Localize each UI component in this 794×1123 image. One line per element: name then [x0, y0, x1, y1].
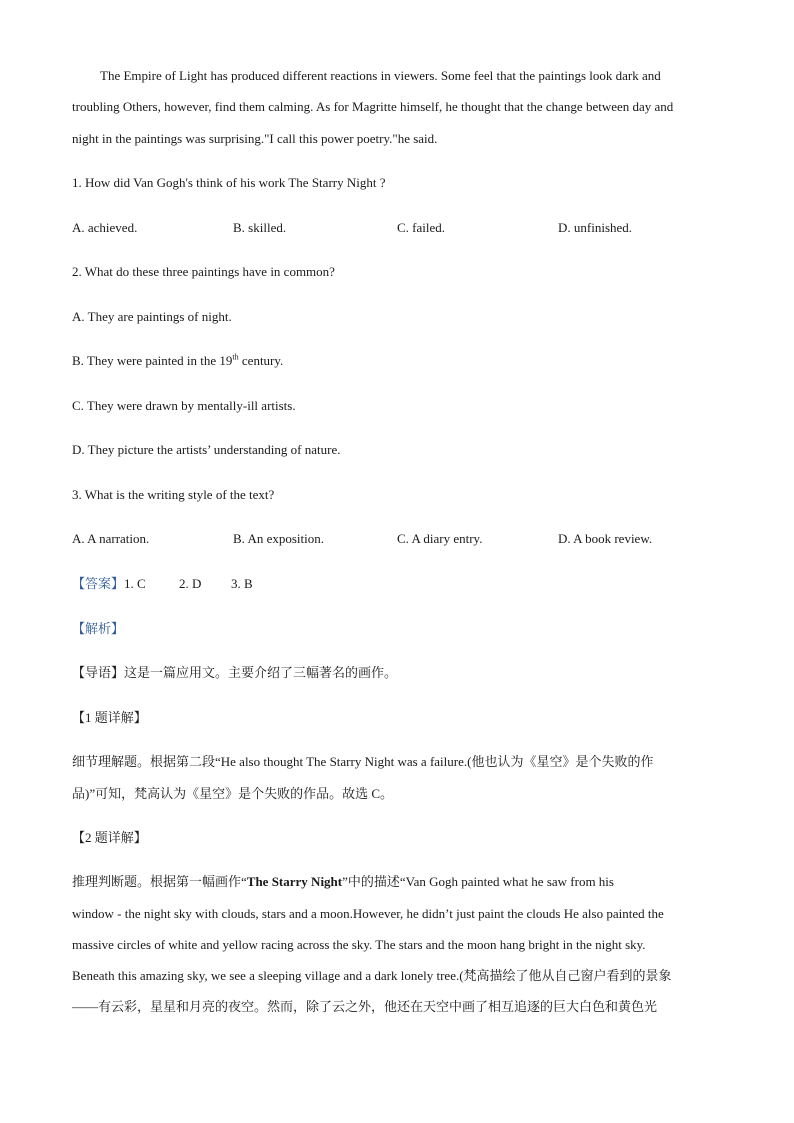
- q2-option-b: [72, 352, 283, 370]
- question-3-stem: 3. What is the writing style of the text?: [72, 487, 275, 502]
- detail-2-line-1: [72, 873, 614, 891]
- q2-option-c: C. They were drawn by mentally-ill artists.: [72, 398, 296, 413]
- analysis-label: 【解析】: [72, 621, 125, 636]
- q3-option-a: A. A narration.: [72, 531, 150, 546]
- q1-option-c: C. failed.: [397, 220, 446, 235]
- answer-label: 【答案】: [72, 576, 125, 591]
- answer-3: 3. B: [231, 576, 253, 591]
- guide-label: 【导语】: [72, 665, 125, 680]
- detail-1-line-2: 品)”可知，梵高认为《星空》是个失败的作品。故选 C。: [72, 786, 394, 801]
- guide-row: [72, 664, 397, 682]
- q2-option-b-tail: century.: [238, 353, 284, 368]
- answer-row: [72, 575, 146, 593]
- q2-option-b-sup: th: [232, 352, 239, 362]
- detail-2-label: 【2 题详解】: [72, 830, 147, 845]
- passage-line-3: night in the paintings was surprising."I call this power poetry."he said.: [72, 131, 438, 146]
- painting-title: The Starry Night: [246, 874, 343, 889]
- detail-2-line-1-post: ”中的描述“Van Gogh painted what he saw from his: [342, 874, 614, 889]
- q3-option-b: B. An exposition.: [233, 531, 325, 546]
- q2-option-a: A. They are paintings of night.: [72, 309, 232, 324]
- q1-option-b: B. skilled.: [233, 220, 287, 235]
- answer-2: 2. D: [179, 576, 202, 591]
- q1-option-d: D. unfinished.: [558, 220, 633, 235]
- q3-option-c: C. A diary entry.: [397, 531, 483, 546]
- detail-1-line-1: 细节理解题。根据第二段“He also thought The Starry Night was a failure.(他也认为《星空》是个失败的作: [72, 754, 654, 769]
- question-1-stem: 1. How did Van Gogh's think of his work The Starry Night ?: [72, 175, 386, 190]
- q2-option-b-text: B. They were painted in the 19: [72, 353, 233, 368]
- detail-2-line-1-pre: 推理判断题。根据第一幅画作“: [72, 874, 247, 889]
- passage-line-1: The Empire of Light has produced different reactions in viewers. Some feel that the paintings look dark and: [100, 68, 661, 83]
- detail-1-label: 【1 题详解】: [72, 710, 147, 725]
- detail-2-line-2: window - the night sky with clouds, stars and a moon.However, he didn’t just paint the clouds He also painted the: [72, 906, 664, 921]
- answer-1: 1. C: [124, 576, 146, 591]
- question-2-stem: 2. What do these three paintings have in common?: [72, 264, 335, 279]
- detail-2-line-5: ——有云彩，星星和月亮的夜空。然而，除了云之外，他还在天空中画了相互追逐的巨大白色和黄色光: [72, 999, 658, 1014]
- q3-option-d: D. A book review.: [558, 531, 653, 546]
- guide-text: 这是一篇应用文。主要介绍了三幅著名的画作。: [124, 665, 398, 680]
- passage-line-2: troubling Others, however, find them calming. As for Magritte himself, he thought that the change between day and: [72, 99, 674, 114]
- q2-option-d: D. They picture the artists’ understanding of nature.: [72, 442, 341, 457]
- detail-2-line-3: massive circles of white and yellow racing across the sky. The stars and the moon hang bright in the night sky.: [72, 937, 646, 952]
- q1-option-a: A. achieved.: [72, 220, 138, 235]
- detail-2-line-4: Beneath this amazing sky, we see a sleeping village and a dark lonely tree.(梵高描绘了他从自己窗户看到的景象: [72, 968, 672, 983]
